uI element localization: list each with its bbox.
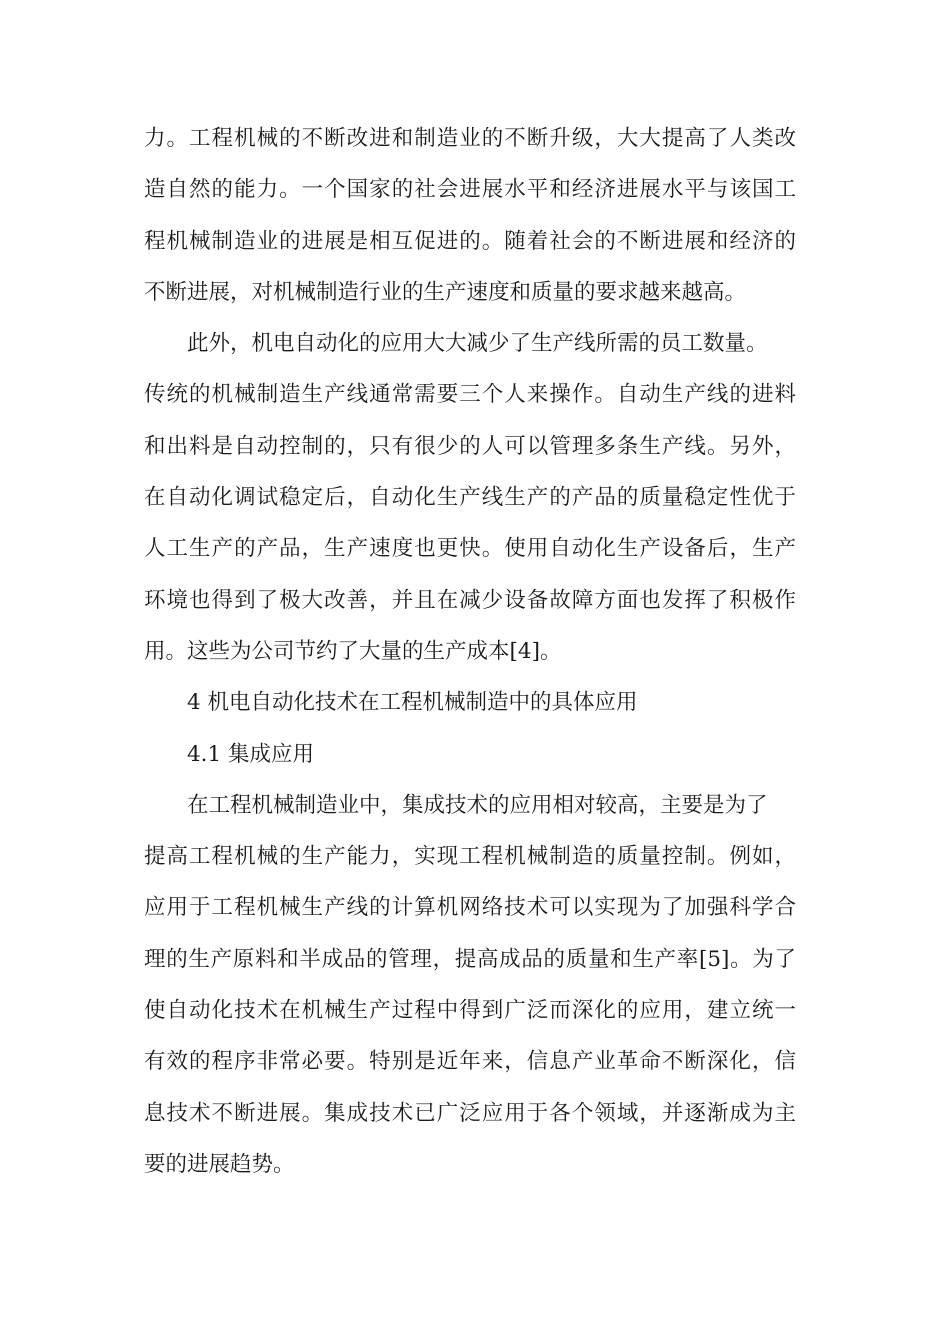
- paragraph-line: 不断进展，对机械制造行业的生产速度和质量的要求越来越高。: [144, 279, 747, 305]
- paragraph-line: 造自然的能力。一个国家的社会进展水平和经济进展水平与该国工: [144, 177, 796, 203]
- paragraph-line: 使自动化技术在机械生产过程中得到广泛而深化的应用，建立统一: [144, 998, 796, 1024]
- paragraph-line: 在工程机械制造业中，集成技术的应用相对较高，主要是为了: [187, 792, 768, 818]
- paragraph-line: 理的生产原料和半成品的管理，提高成品的质量和生产率[5]。为了: [144, 946, 796, 972]
- paragraph-line: 传统的机械制造生产线通常需要三个人来操作。自动生产线的进料: [144, 382, 796, 408]
- paragraph-line: 提高工程机械的生产能力，实现工程机械制造的质量控制。例如，: [144, 844, 796, 870]
- section-heading: 4 机电自动化技术在工程机械制造中的具体应用: [187, 690, 638, 716]
- document-body: [144, 113, 796, 1190]
- paragraph-line: 此外，机电自动化的应用大大减少了生产线所需的员工数量。: [187, 331, 768, 357]
- paragraph-line: 在自动化调试稳定后，自动化生产线生产的产品的质量稳定性优于: [144, 485, 796, 511]
- paragraph-line: 程机械制造业的进展是相互促进的。随着社会的不断进展和经济的: [144, 228, 796, 254]
- paragraph-line: 环境也得到了极大改善，并且在减少设备故障方面也发挥了积极作: [144, 587, 796, 613]
- paragraph-line: 息技术不断进展。集成技术已广泛应用于各个领域，并逐渐成为主: [144, 1100, 796, 1126]
- paragraph-line: 用。这些为公司节约了大量的生产成本[4]。: [144, 638, 562, 664]
- paragraph-line: 力。工程机械的不断改进和制造业的不断升级，大大提高了人类改: [144, 126, 796, 151]
- paragraph-line: 要的进展趋势。: [144, 1151, 295, 1177]
- subsection-heading: 4.1 集成应用: [187, 741, 315, 767]
- paragraph-line: 和出料是自动控制的，只有很少的人可以管理多条生产线。另外，: [144, 433, 796, 459]
- paragraph-line: 应用于工程机械生产线的计算机网络技术可以实现为了加强科学合: [144, 895, 796, 921]
- paragraph-line: 人工生产的产品，生产速度也更快。使用自动化生产设备后，生产: [144, 536, 796, 562]
- paragraph-line: 有效的程序非常必要。特别是近年来，信息产业革命不断深化，信: [144, 1049, 796, 1075]
